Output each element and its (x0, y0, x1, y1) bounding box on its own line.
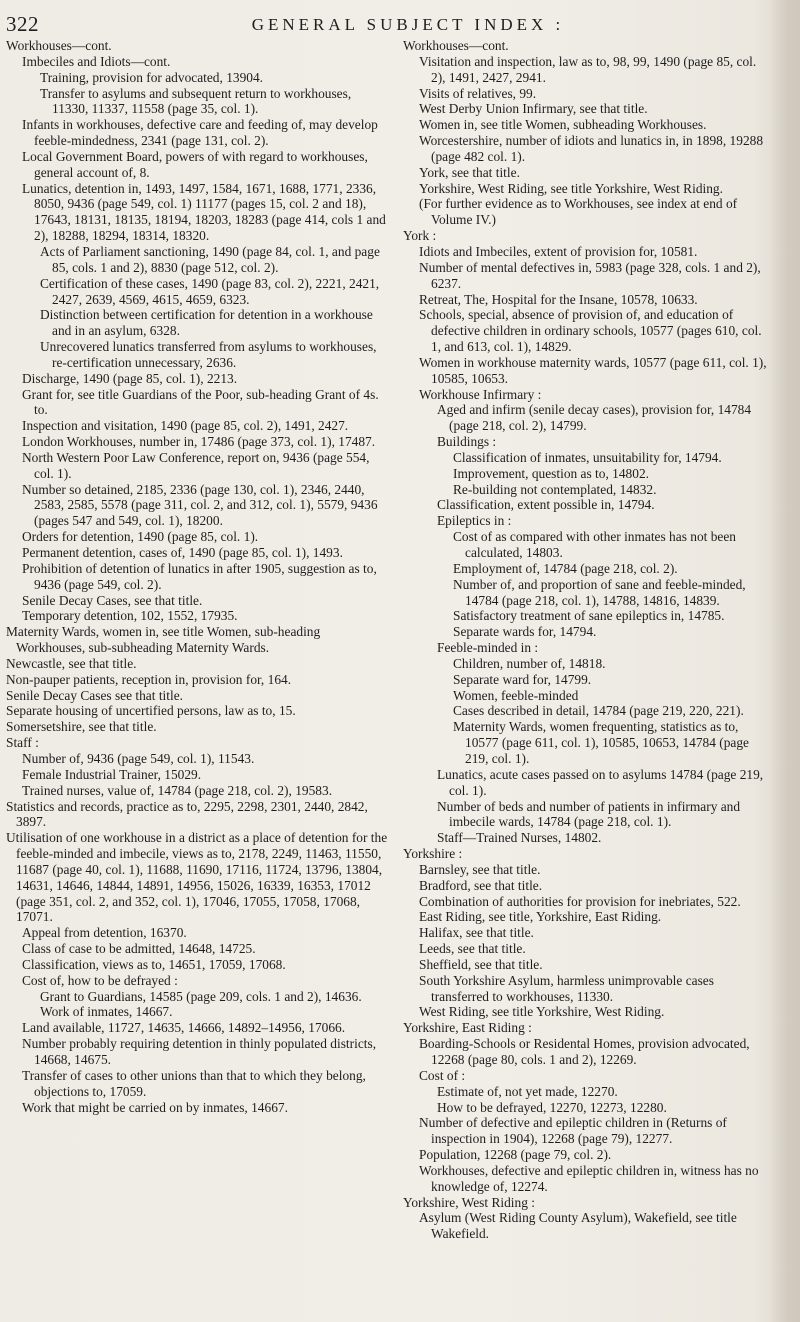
index-entry: Schools, special, absence of provision of, and education of defective children in ordinary schools, 10577 (pages 610, col. 1, and 613, col. 1), 14829. (419, 307, 762, 355)
index-entry: Discharge, 1490 (page 85, col. 1), 2213. (22, 370, 238, 386)
page-number: 322 (6, 12, 39, 36)
index-entry: Retreat, The, Hospital for the Insane, 10578, 10633. (419, 291, 698, 307)
index-entry: Number of defective and epileptic children in (Returns of inspection in 1904), 12268 (page 79), 12277. (419, 1115, 727, 1147)
index-entry: Certification of these cases, 1490 (page 83, col. 2), 2221, 2421, 2427, 2639, 4569, 4615, 4659, 6323. (40, 275, 380, 307)
index-entry: Barnsley, see that title. (419, 861, 541, 877)
index-entry: South Yorkshire Asylum, harmless unimprovable cases transferred to workhouses, 11330. (419, 972, 714, 1004)
index-entry: Improvement, question as to, 14802. (453, 465, 649, 481)
index-entry: How to be defrayed, 12270, 12273, 12280. (437, 1099, 667, 1115)
index-entry: Grant to Guardians, 14585 (page 209, cols. 1 and 2), 14636. (40, 988, 362, 1004)
index-entry: Women in workhouse maternity wards, 10577 (page 611, col. 1), 10585, 10653. (419, 354, 767, 386)
index-entry: Cases described in detail, 14784 (page 219, 220, 221). (453, 703, 744, 719)
index-heading: York : (403, 228, 437, 244)
index-entry: Infants in workhouses, defective care and feeding of, may develop feeble-mindedness, 2341 (page 131, col. 2). (22, 117, 378, 149)
index-heading: Statistics and records, practice as to, 2295, 2298, 2301, 2440, 2842, 3897. (6, 798, 368, 830)
index-column-right (403, 38, 771, 1242)
index-heading: Senile Decay Cases see that title. (6, 687, 183, 703)
index-heading: Somersetshire, see that title. (6, 719, 157, 735)
index-heading: Yorkshire, East Riding : (403, 1020, 532, 1036)
index-entry: Distinction between certification for detention in a workhouse and in an asylum, 6328. (40, 307, 373, 339)
index-entry: West Riding, see title Yorkshire, West Riding. (419, 1004, 665, 1020)
index-heading: Staff : (6, 735, 39, 751)
index-entry: Boarding-Schools or Residental Homes, provision advocated, 12268 (page 80, cols. 1 and 2), 12269. (419, 1036, 750, 1067)
index-entry: Appeal from detention, 16370. (22, 925, 187, 941)
index-entry: Unrecovered lunatics transferred from asylums to workhouses, re-certification unnecessary, 2636. (40, 339, 377, 370)
index-entry: Senile Decay Cases, see that title. (22, 592, 203, 608)
index-entry: Satisfactory treatment of sane epileptics in, 14785. (453, 608, 725, 624)
index-entry: Feeble-minded in : (437, 640, 539, 656)
page-edge-shadow (770, 0, 800, 1322)
index-entry: Class of case to be admitted, 14648, 14725. (22, 941, 256, 957)
index-entry: Classification of inmates, unsuitability for, 14794. (453, 449, 722, 465)
index-entry: Separate wards for, 14794. (453, 624, 597, 640)
index-entry: Work that might be carried on by inmates, 14667. (22, 1099, 288, 1115)
index-entry: Inspection and visitation, 1490 (page 85, col. 2), 1491, 2427. (22, 418, 349, 434)
index-entry: Staff—Trained Nurses, 14802. (437, 830, 602, 846)
index-entry: Permanent detention, cases of, 1490 (page 85, col. 1), 1493. (22, 545, 343, 560)
index-entry: Imbeciles and Idiots—cont. (22, 53, 171, 69)
index-entry: Visitation and inspection, law as to, 98, 99, 1490 (page 85, col. 2), 1491, 2427, 2941. (419, 53, 757, 85)
index-entry: Combination of authorities for provision for inebriates, 522. (419, 893, 741, 909)
index-entry: Lunatics, detention in, 1493, 1497, 1584, 1671, 1688, 1771, 2336, 8050, 9436 (page 549, col. 1) 11177 (pages 15, col. 2 and 18), 17643, 18131, 18135, 18194, 18203, 18283 (page 414, cols 1 and 2), 18288, 18294, 18314, 18320. (22, 180, 386, 244)
index-entry: Sheffield, see that title. (419, 956, 543, 972)
index-entry: Bradford, see that title. (419, 877, 543, 893)
index-entry: Female Industrial Trainer, 15029. (22, 766, 202, 782)
index-entry: Estimate of, not yet made, 12270. (437, 1083, 618, 1099)
index-entry: Cost of : (419, 1067, 466, 1083)
index-entry: York, see that title. (419, 164, 520, 180)
index-entry: (For further evidence as to Workhouses, see index at end of Volume IV.) (419, 196, 738, 228)
index-entry: Asylum (West Riding County Asylum), Wakefield, see title Wakefield. (419, 1210, 737, 1242)
index-entry: Prohibition of detention of lunatics in after 1905, suggestion as to, 9436 (page 549, col. 2). (22, 560, 377, 592)
index-entry: Transfer to asylums and subsequent return to workhouses, 11330, 11337, 11558 (page 35, col. 1). (40, 85, 352, 117)
index-heading: Newcastle, see that title. (6, 655, 137, 671)
index-column-left (6, 38, 390, 1115)
index-entry: Women in, see title Women, subheading Workhouses. (419, 117, 707, 133)
index-entry: Aged and infirm (senile decay cases), provision for, 14784 (page 218, col. 2), 14799. (437, 402, 752, 434)
index-heading: Workhouses—cont. (403, 38, 509, 53)
index-heading: Separate housing of uncertified persons, law as to, 15. (6, 703, 296, 719)
index-entry: Local Government Board, powers of with regard to workhouses, general account of, 8. (22, 148, 368, 180)
index-entry: Separate ward for, 14799. (453, 671, 592, 687)
index-heading: Maternity Wards, women in, see title Women, sub-heading Workhouses, sub-subheading Maternity Wards. (6, 624, 321, 656)
index-heading: Workhouses—cont. (6, 38, 112, 53)
index-entry: Children, number of, 14818. (453, 655, 606, 671)
index-entry: Orders for detention, 1490 (page 85, col. 1). (22, 529, 259, 545)
index-entry: Halifax, see that title. (419, 925, 534, 941)
running-title: GENERAL SUBJECT INDEX : (251, 15, 565, 34)
index-entry: Number of, 9436 (page 549, col. 1), 11543. (22, 750, 255, 766)
index-entry: Classification, extent possible in, 14794. (437, 497, 655, 513)
index-heading: Utilisation of one workhouse in a district as a place of detention for the feeble-minded and imbecile, views as to, 2178, 2249, 11463, 11550, 11687 (page 40, col. 1), 11688, 11690, 17116, 11724, 13796, 13804, 14631, 14646, 14844, 14891, 14956, 15026, 16339, 16353, 17012 (page 351, col. 2, and 352, col. 1), 17046, 17055, 17058, 17068, 17071. (6, 830, 388, 925)
index-entry: West Derby Union Infirmary, see that title. (419, 101, 648, 117)
index-entry: Re-building not contemplated, 14832. (453, 481, 657, 497)
index-entry: Worcestershire, number of idiots and lunatics in, in 1898, 19288 (page 482 col. 1). (419, 133, 764, 164)
index-entry: Women, feeble-minded (453, 687, 579, 703)
index-entry: Buildings : (437, 434, 497, 450)
index-entry: Trained nurses, value of, 14784 (page 218, col. 2), 19583. (22, 782, 333, 798)
index-entry: Workhouse Infirmary : (419, 386, 542, 402)
index-entry: Leeds, see that title. (419, 941, 526, 957)
page-header (0, 10, 760, 40)
index-entry: Acts of Parliament sanctioning, 1490 (page 84, col. 1, and page 85, cols. 1 and 2), 8830 (page 512, col. 2). (40, 243, 380, 275)
index-entry: Grant for, see title Guardians of the Poor, sub-heading Grant of 4s. to. (22, 386, 379, 418)
index-entry: East Riding, see title, Yorkshire, East Riding. (419, 909, 662, 925)
index-entry: London Workhouses, number in, 17486 (page 373, col. 1), 17487. (22, 434, 376, 450)
index-entry: Employment of, 14784 (page 218, col. 2). (453, 560, 678, 576)
index-heading: Yorkshire, West Riding : (403, 1194, 535, 1210)
index-entry: Lunatics, acute cases passed on to asylums 14784 (page 219, col. 1). (437, 766, 764, 798)
index-entry: Population, 12268 (page 79, col. 2). (419, 1147, 612, 1163)
index-entry: Cost of as compared with other inmates has not been calculated, 14803. (453, 529, 736, 560)
index-entry: Cost of, how to be defrayed : (22, 972, 178, 988)
index-entry: Number probably requiring detention in thinly populated districts, 14668, 14675. (22, 1036, 377, 1067)
index-entry: Number of mental defectives in, 5983 (page 328, cols. 1 and 2), 6237. (419, 259, 761, 291)
index-heading: Non-pauper patients, reception in, provision for, 164. (6, 671, 292, 687)
index-entry: Land available, 11727, 14635, 14666, 14892–14956, 17066. (22, 1020, 346, 1036)
index-entry: Number so detained, 2185, 2336 (page 130, col. 1), 2346, 2440, 2583, 2585, 5578 (page 311, col. 2, and 312, col. 1), 5579, 9436 (pages 547 and 549, col. 1), 18200. (22, 481, 378, 529)
index-entry: Maternity Wards, women frequenting, statistics as to, 10577 (page 611, col. 1), 10585, 10653, 14784 (page 219, col. 1). (453, 719, 750, 766)
index-entry: Number of beds and number of patients in infirmary and imbecile wards, 14784 (page 218, col. 1). (437, 798, 741, 830)
index-entry: Training, provision for advocated, 13904. (40, 69, 264, 85)
index-heading: Yorkshire : (403, 846, 463, 862)
index-entry: Work of inmates, 14667. (40, 1004, 173, 1020)
index-entry: Workhouses, defective and epileptic children in, witness has no knowledge of, 12274. (419, 1162, 759, 1194)
index-entry: Visits of relatives, 99. (419, 85, 537, 101)
index-entry: Epileptics in : (437, 513, 512, 529)
index-entry: North Western Poor Law Conference, report on, 9436 (page 554, col. 1). (22, 449, 370, 481)
index-entry: Temporary detention, 102, 1552, 17935. (22, 608, 238, 624)
index-entry: Idiots and Imbeciles, extent of provision for, 10581. (419, 243, 698, 259)
index-entry: Yorkshire, West Riding, see title Yorkshire, West Riding. (419, 180, 723, 196)
index-entry: Transfer of cases to other unions than that to which they belong, objections to, 17059. (22, 1067, 366, 1099)
index-entry: Classification, views as to, 14651, 17059, 17068. (22, 956, 286, 972)
index-entry: Number of, and proportion of sane and feeble-minded, 14784 (page 218, col. 1), 14788, 14816, 14839. (453, 576, 746, 608)
